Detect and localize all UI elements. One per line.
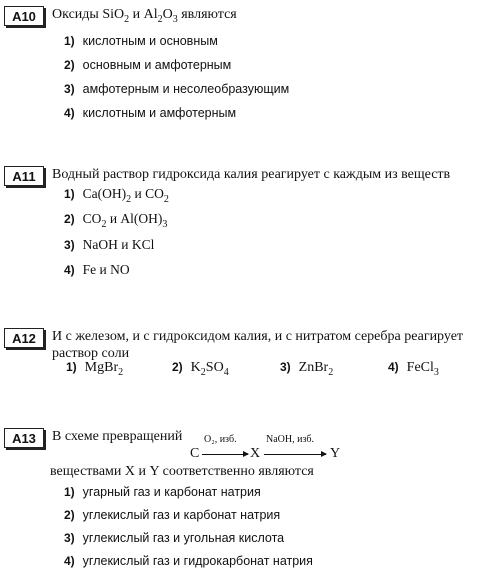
arrow-icon <box>264 454 326 455</box>
question-label: A13 <box>4 428 44 448</box>
answer-option[interactable]: 2) основным и амфотерным <box>64 58 232 72</box>
answer-option[interactable]: 3) NaOH и KCl <box>64 237 155 252</box>
question-label: A11 <box>4 166 44 186</box>
answer-option[interactable]: 1) $Ca(OH)_2$ и $CO_2$ <box>64 186 169 205</box>
answer-option[interactable]: 2) $K_2SO_4$ <box>172 360 229 378</box>
scheme-mid: X <box>250 446 261 461</box>
scheme-end: Y <box>330 446 341 461</box>
question-stem: В схеме превращений <box>52 429 183 444</box>
answer-option[interactable]: 4) кислотным и амфотерным <box>64 106 237 120</box>
answer-option[interactable]: 1) MgBr$_2$ <box>66 360 124 378</box>
answer-option[interactable]: 3) амфотерным и несолеобразующим <box>64 82 290 96</box>
answer-option[interactable]: 2) углекислый газ и карбонат натрия <box>64 508 281 522</box>
arrow-icon <box>202 454 248 455</box>
answer-option[interactable]: 4) углекислый газ и гидрокарбонат натрия <box>64 554 313 568</box>
answer-option[interactable]: 3) ZnBr$_2$ <box>280 360 334 378</box>
answer-option[interactable]: 4) Fe и NO <box>64 262 130 277</box>
answer-option[interactable]: 1) угарный газ и карбонат натрия <box>64 485 261 499</box>
answer-option[interactable]: 2) $CO_2$ и $Al(OH)_3$ <box>64 211 168 230</box>
transformation-scheme <box>190 432 350 462</box>
answer-option[interactable]: 3) углекислый газ и угольная кислота <box>64 531 285 545</box>
answer-option[interactable]: 4) FeCl$_3$ <box>388 360 439 378</box>
question-stem: И с железом, и с гидроксидом калия, и с нитратом серебра реагирует раствор соли <box>52 329 464 361</box>
question-stem: Оксиды SiO$_2$ и $Al_2O_3$ являются <box>52 7 237 25</box>
question-label: A10 <box>4 6 44 26</box>
arrow1-label: O₂, изб. <box>204 434 237 445</box>
arrow2-label: NaOH, изб. <box>266 434 314 445</box>
question-label: A12 <box>4 328 44 348</box>
question-stem-continued: веществами X и Y соответственно являются <box>50 464 314 479</box>
question-stem: Водный раствор гидроксида калия реагирует с каждым из веществ <box>52 167 451 182</box>
scheme-start: C <box>190 446 200 461</box>
answer-option[interactable]: 1) кислотным и основным <box>64 34 218 48</box>
